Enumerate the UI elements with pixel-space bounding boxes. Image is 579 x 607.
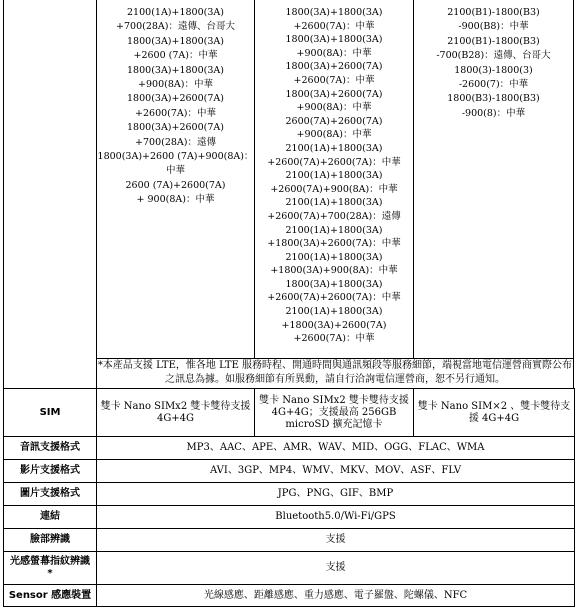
- band-line: 2600(7A)+2600(7A): [285, 115, 383, 127]
- table-row: [4, 506, 575, 529]
- band-line: 1800(3A)+1800(3A): [285, 7, 383, 18]
- band-line: 1800(3A)+1800(3A): [285, 34, 383, 46]
- band-list-col3: [414, 6, 573, 121]
- table-row: [4, 585, 575, 607]
- band-line: 1800(3A)+1800(3A): [127, 64, 224, 76]
- table-row-sim: [4, 389, 575, 437]
- band-line: +2600 (7A)：中華: [133, 50, 218, 62]
- row-value: AVI、3GP、MP4、WMV、MKV、MOV、ASF、FLV: [97, 460, 575, 483]
- band-line: +1800(3A)+900(8A)：中華: [270, 265, 398, 277]
- band-line: 中華: [165, 165, 185, 177]
- band-line: + 900(8A)：中華: [136, 194, 215, 206]
- band-line: 2100(1A)+1800(3A): [285, 306, 383, 318]
- band-line: +900(8A)：中華: [296, 129, 372, 141]
- band-line: +2600(7A)+900(8A)：中華: [270, 183, 398, 195]
- band-line: -900(B8)：中華: [458, 21, 529, 33]
- band-line: +2600(7A)：中華: [293, 74, 375, 86]
- row-label: 圖片支援格式: [4, 483, 97, 506]
- table-row: [4, 437, 575, 460]
- band-line: 1800(3A)+2600(7A): [285, 88, 383, 100]
- row-label: 臉部辨識: [4, 529, 97, 552]
- border-left-outer: [3, 0, 4, 388]
- band-list-col2: [255, 6, 413, 346]
- table-row: [4, 529, 575, 552]
- band-line: 2100(1A)+1800(3A): [285, 251, 383, 263]
- table-row: [4, 460, 575, 483]
- sim-value-col1: 雙卡 Nano SIMx2 雙卡雙待支援 4G+4G: [97, 389, 255, 437]
- band-line: 1800(3A)+1800(3A): [127, 35, 224, 47]
- band-line: 1800(3A)+2600 (7A)+900(8A)：: [97, 151, 254, 163]
- row-label: 影片支援格式: [4, 460, 97, 483]
- band-line: +2600(7A)+700(28A)：遠傳: [267, 210, 401, 222]
- table-row: [4, 552, 575, 585]
- row-label: 連結: [4, 506, 97, 529]
- row-value: JPG、PNG、GIF、BMP: [97, 483, 575, 506]
- band-line: +900(8A)：中華: [138, 79, 213, 91]
- band-line: 2100(1A)+1800(3A): [285, 197, 383, 209]
- row-label: 音訊支援格式: [4, 437, 97, 460]
- band-line: +1800(3A)+2600(7A)：中華: [267, 238, 401, 250]
- band-line: 2100(1A)+1800(3A): [127, 7, 224, 18]
- band-line: +2600(7A)：中華: [135, 107, 216, 119]
- band-line: 2100(1A)+1800(3A): [285, 170, 383, 182]
- band-line: +900(8A)：中華: [296, 102, 372, 114]
- spec-table: [3, 388, 575, 607]
- band-line: 1800(3A)+2600(7A): [127, 93, 224, 105]
- row-value: 支援: [97, 552, 575, 585]
- band-line: 1800(3A)+2600(7A): [127, 122, 224, 134]
- border-right-outer: [573, 0, 574, 388]
- row-value: 支援: [97, 529, 575, 552]
- band-line: 2600 (7A)+2600(7A): [125, 179, 226, 191]
- table-row: [4, 483, 575, 506]
- band-line: -2600(7)：中華: [458, 79, 529, 91]
- band-line: +700(28A)：遠傳、台哥大: [116, 21, 235, 33]
- band-line: 2100(B1)-1800(B3): [447, 35, 540, 47]
- band-line: +900(8A)：中華: [296, 47, 372, 59]
- band-line: +2600(7A)：中華: [293, 20, 375, 32]
- band-line: 2100(B1)-1800(B3): [447, 7, 540, 18]
- sim-value-col3: 雙卡 Nano SIM×2 、雙卡雙待支援 4G+4G: [414, 389, 575, 437]
- band-line: 1800(B3)-1800(B3): [447, 93, 540, 105]
- row-label: SIM: [4, 389, 97, 437]
- band-line: 1800(3)-1800(3): [454, 64, 533, 76]
- row-value: 光線感應、距離感應、重力感應、電子羅盤、陀螺儀、NFC: [97, 585, 575, 607]
- row-value: MP3、AAC、APE、AMR、WAV、MID、OGG、FLAC、WMA: [97, 437, 575, 460]
- band-line: +2600(7A)+2600(7A)：中華: [267, 292, 401, 304]
- lte-notice: *本產品支援 LTE，惟各地 LTE 服務時程、開通時間與通訊頻段等服務細節，端視當地電信運營商實際公布之訊息為據。如服務細節有所異動，請自行洽詢電信運營商，恕不另行通知。: [97, 360, 573, 385]
- band-line: 1800(3A)+1800(3A): [285, 278, 383, 290]
- band-line: -700(B28)：遠傳、台哥大: [436, 50, 551, 62]
- band-line: 1800(3A)+2600(7A): [285, 61, 383, 73]
- band-list-col1: [97, 6, 254, 208]
- band-line: +2600(7A)：中華: [293, 333, 375, 345]
- sim-value-col2: 雙卡 Nano SIMx2 雙卡雙待支援 4G+4G；支援最高 256GB microSD 擴充記憶卡: [255, 389, 414, 437]
- row-label: Sensor 感應裝置: [4, 585, 97, 607]
- row-label: 光感螢幕指紋辨識 *: [4, 552, 97, 585]
- band-line: +2600(7A)+2600(7A)：中華: [267, 156, 401, 168]
- band-line: +1800(3A)+2600(7A): [281, 319, 387, 331]
- band-line: +700(28A)：遠傳: [135, 136, 216, 148]
- band-line: 2100(1A)+1800(3A): [285, 224, 383, 236]
- row-value: Bluetooth5.0/Wi-Fi/GPS: [97, 506, 575, 529]
- band-line: 2100(1A)+1800(3A): [285, 142, 383, 154]
- band-line: -900(8)：中華: [461, 107, 526, 119]
